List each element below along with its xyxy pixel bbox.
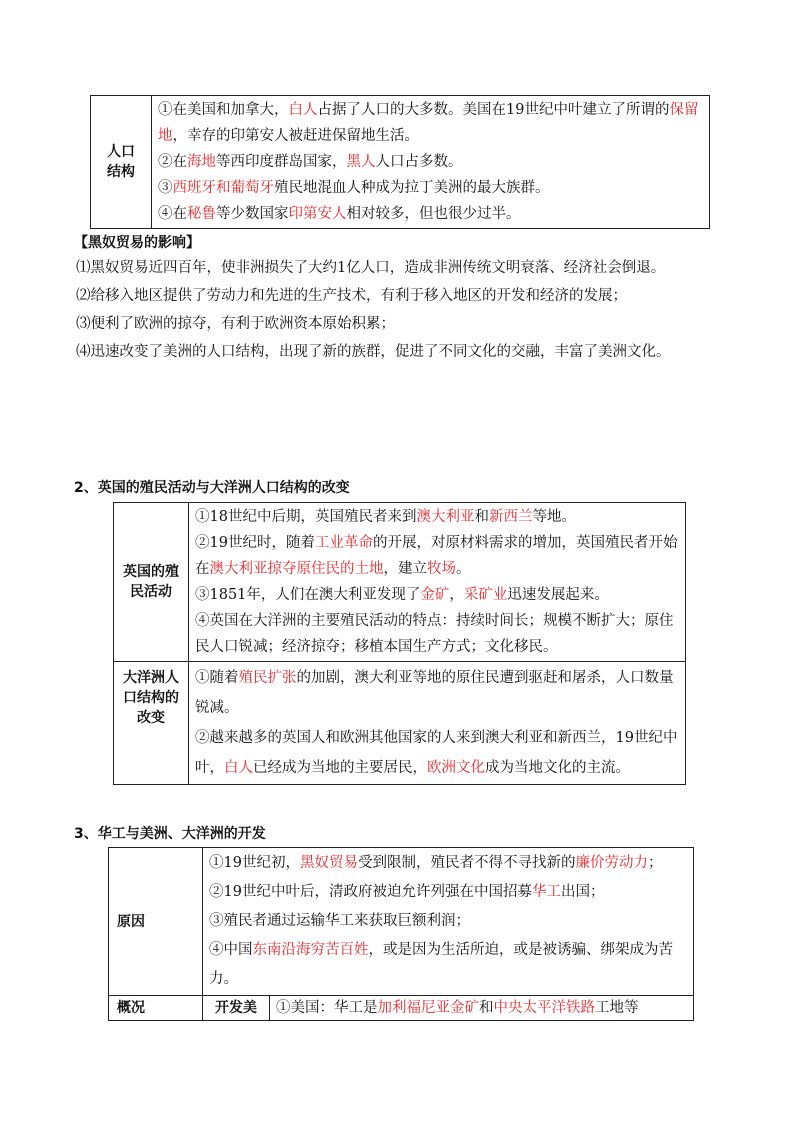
highlight-term: 采矿业 — [463, 587, 508, 603]
cause-label: 原因 — [109, 848, 203, 996]
highlight-term: 黑人 — [346, 154, 376, 170]
highlight-term: 牧场 — [427, 561, 456, 577]
highlight-term: 白人 — [288, 102, 318, 118]
population-structure-label: 人口结构 — [91, 96, 152, 229]
slave-trade-item: ⑴黑奴贸易近四百年，使非洲损失了大约1亿人口，造成非洲传统文明衰落、经济社会倒退。 — [76, 260, 666, 276]
highlight-term: 中央太平洋铁路 — [493, 1000, 595, 1016]
cause-item: ④中国东南沿海穷苦百姓，或是因为生活所迫，或是被诱骗、绑架成为苦力。 — [209, 942, 673, 987]
oceania-item: ①随着殖民扩张的加剧，澳大利亚等地的原住民遭到驱赶和屠杀，人口数量锐减。 — [195, 670, 674, 716]
population-item: ①在美国和加拿大，白人占据了人口的大多数。美国在19世纪中叶建立了所谓的保留地，幸存的印第安人被赶进保留地生活。 — [158, 102, 699, 144]
population-structure-table — [90, 95, 710, 229]
colonial-item: ③1851年，人们在澳大利亚发现了金矿，采矿业迅速发展起来。 — [195, 587, 609, 603]
highlight-term: 白人 — [224, 760, 253, 776]
cause-item: ①19世纪初，黑奴贸易受到限制，殖民者不得不寻找新的廉价劳动力； — [209, 855, 663, 871]
british-colonial-table — [113, 502, 686, 785]
colonial-item: ②19世纪时，随着工业革命的开展，对原材料需求的增加，英国殖民者开始在澳大利亚掠夺原住民的土地，建立牧场。 — [195, 535, 678, 577]
british-colonial-label: 英国的殖民活动 — [114, 503, 189, 662]
slave-trade-heading: 【黑奴贸易的影响】 — [74, 235, 200, 251]
overview-label: 概况 — [109, 996, 203, 1021]
highlight-term: 东南沿海穷苦百姓 — [252, 942, 369, 958]
highlight-term: 海地 — [187, 154, 216, 170]
cause-content — [203, 848, 694, 996]
highlight-term: 秘鲁 — [187, 206, 216, 222]
colonial-item: ①18世纪中后期，英国殖民者来到澳大利亚和新西兰等地。 — [195, 509, 576, 525]
section2-heading: 2、英国的殖民活动与大洋洲人口结构的改变 — [74, 480, 350, 496]
british-colonial-content — [189, 503, 686, 662]
oceania-item: ②越来越多的英国人和欧洲其他国家的人来到澳大利亚和新西兰，19世纪中叶，白人已经成为当地的主要居民，欧洲文化成为当地文化的主流。 — [195, 730, 678, 776]
highlight-term: 西班牙和葡萄牙 — [172, 180, 274, 196]
highlight-term: 殖民扩张 — [238, 670, 297, 686]
highlight-term: 工业革命 — [314, 535, 373, 551]
highlight-term: 新西兰 — [488, 509, 533, 525]
highlight-term: 华工 — [531, 884, 561, 900]
population-item: ③西班牙和葡萄牙殖民地混血人种成为拉丁美洲的最大族群。 — [158, 180, 550, 196]
slave-trade-item: ⑶便利了欧洲的掠夺，有利于欧洲资本原始积累； — [76, 316, 395, 332]
highlight-term: 印第安人 — [288, 206, 347, 222]
overview-sub-label: 开发美 — [203, 996, 270, 1021]
slave-trade-item: ⑷迅速改变了美洲的人口结构，出现了新的族群，促进了不同文化的交融，丰富了美洲文化。 — [76, 344, 671, 360]
oceania-population-label: 大洋洲人口结构的改变 — [114, 662, 189, 785]
cause-item: ②19世纪中叶后，清政府被迫允许列强在中国招募华工出国； — [209, 884, 605, 900]
oceania-population-content — [189, 662, 686, 785]
highlight-term: 廉价劳动力 — [575, 855, 648, 871]
highlight-term: 加利福尼亚金矿 — [377, 1000, 479, 1016]
highlight-term: 黑奴贸易 — [299, 855, 358, 871]
highlight-term: 欧洲文化 — [427, 760, 485, 776]
colonial-item: ④英国在大洋洲的主要殖民活动的特点：持续时间长；规模不断扩大；原住民人口锐减；经济掠夺；移植本国生产方式；文化移民。 — [195, 613, 674, 655]
population-item: ②在海地等西印度群岛国家，黑人人口占多数。 — [158, 154, 463, 170]
cause-item: ③殖民者通过运输华工来获取巨额利润； — [209, 913, 470, 929]
population-structure-content — [152, 96, 710, 229]
chinese-labor-table — [108, 847, 694, 1021]
highlight-term: 澳大利亚 — [416, 509, 475, 525]
slave-trade-item: ⑵给移入地区提供了劳动力和先进的生产技术，有利于移入地区的开发和经济的发展； — [76, 288, 627, 304]
overview-content — [270, 996, 694, 1021]
highlight-term: 保留地 — [158, 102, 699, 144]
section3-heading: 3、华工与美洲、大洋洲的开发 — [74, 826, 266, 842]
slave-trade-list — [76, 254, 726, 366]
highlight-term: 澳大利亚掠夺原住民的土地 — [209, 561, 384, 577]
population-item: ④在秘鲁等少数国家印第安人相对较多，但也很少过半。 — [158, 206, 521, 222]
highlight-term: 金矿 — [420, 587, 450, 603]
overview-item: ①美国：华工是加利福尼亚金矿和中央太平洋铁路工地等 — [276, 1000, 639, 1016]
